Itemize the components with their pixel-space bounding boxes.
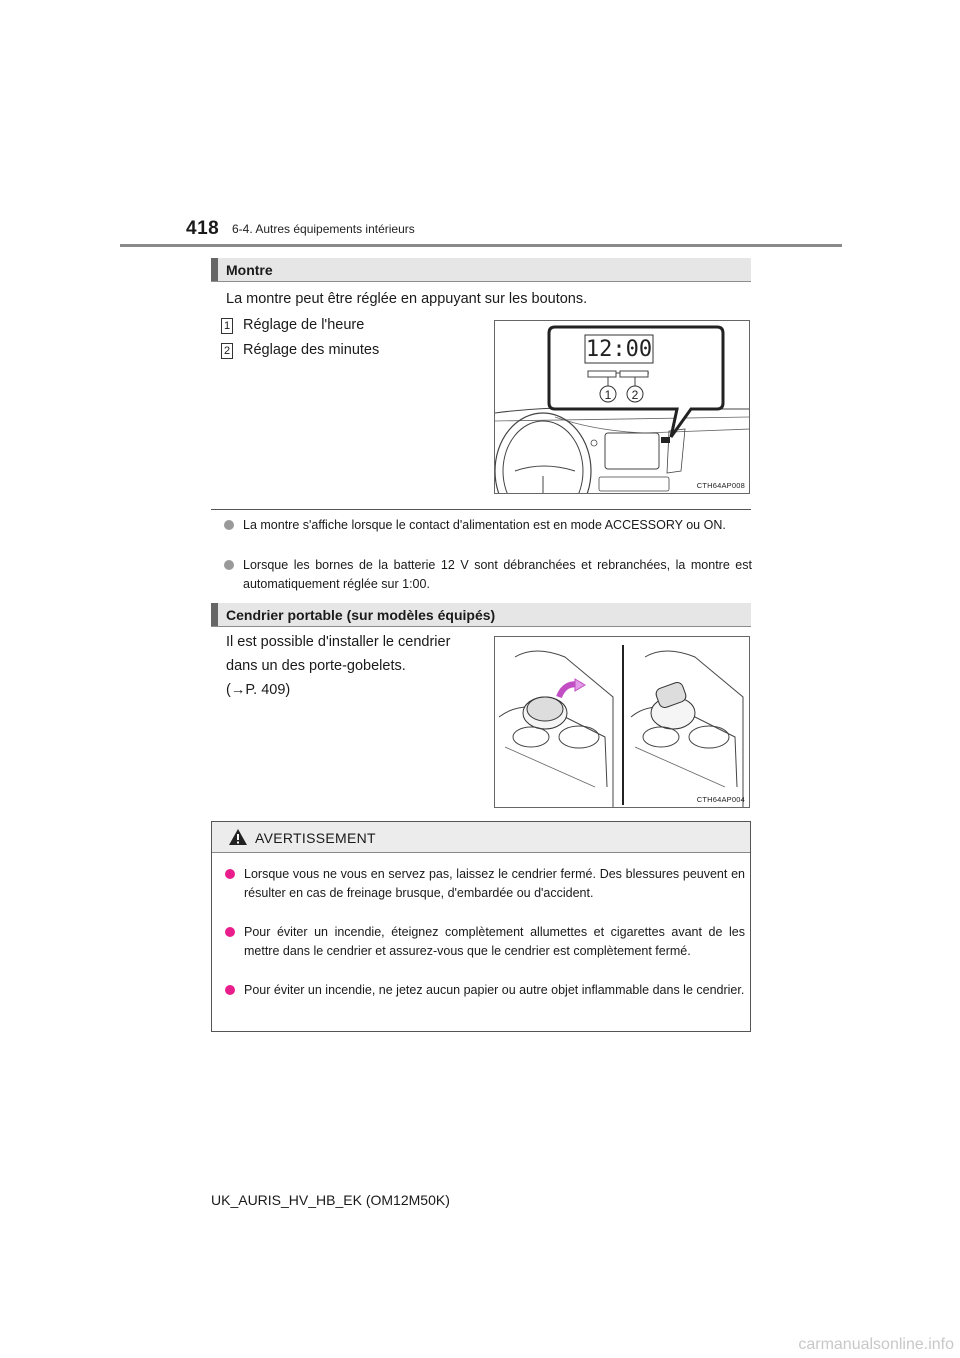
warning-item	[225, 981, 745, 1000]
item-label-hour: Réglage de l'heure	[243, 317, 365, 333]
item-number-1: 1	[221, 318, 233, 334]
warning-text: Pour éviter un incendie, ne jetez aucun papier ou autre objet inflammable dans le cendrier.	[244, 983, 745, 997]
ashtray-text-line: dans un des porte-gobelets.	[226, 658, 406, 674]
figure-code-clock: CTH64AP008	[696, 481, 745, 490]
section-header-bar	[211, 258, 218, 281]
section-header-clock	[211, 258, 751, 282]
note-item	[224, 556, 752, 594]
ashtray-text	[226, 630, 450, 702]
bullet-icon	[224, 560, 234, 570]
bullet-icon	[225, 927, 235, 937]
note-text: Lorsque les bornes de la batterie 12 V sont débranchées et rebranchées, la montre est automatiquement réglée sur 1:00.	[243, 558, 752, 591]
section-title-ashtray: Cendrier portable (sur modèles équipés)	[226, 607, 496, 623]
warning-box	[211, 821, 751, 1032]
warning-header	[212, 822, 750, 853]
warning-triangle-icon	[228, 828, 248, 846]
warning-item	[225, 865, 745, 903]
clock-figure	[494, 320, 750, 494]
header-rule	[120, 244, 842, 247]
section-header-ashtray	[211, 603, 751, 627]
callout-number-2: 2	[631, 388, 639, 402]
note-item	[224, 516, 752, 535]
section-title-clock: Montre	[226, 262, 273, 278]
ashtray-figure	[494, 636, 750, 808]
figure-code-ashtray: CTH64AP004	[696, 795, 745, 804]
section-header-bar	[211, 603, 218, 626]
warning-text: Pour éviter un incendie, éteignez complètement allumettes et cigarettes avant de les mettre dans le cendrier et assurez-vous que le cendrier est complètement fermé.	[244, 925, 745, 958]
section-title: 6-4. Autres équipements intérieurs	[232, 222, 415, 236]
item-label-minutes: Réglage des minutes	[243, 342, 380, 358]
item-number-2: 2	[221, 343, 233, 359]
warning-title: AVERTISSEMENT	[255, 830, 376, 846]
page-reference: (→P. 409)	[226, 682, 291, 698]
warning-text: Lorsque vous ne vous en servez pas, laissez le cendrier fermé. Des blessures peuvent en résulter en cas de freinage brusque, d'embardée ou d'accident.	[244, 867, 745, 900]
note-text: La montre s'affiche lorsque le contact d'alimentation est en mode ACCESSORY ou ON.	[243, 518, 726, 532]
footer-model: UK_AURIS_HV_HB_EK (OM12M50K)	[211, 1192, 450, 1208]
watermark: carmanualsonline.info	[798, 1336, 954, 1353]
ashtray-text-line: Il est possible d'installer le cendrier	[226, 634, 451, 650]
bullet-icon	[225, 985, 235, 995]
callout-number-1: 1	[604, 388, 612, 402]
ashtray-illustration	[495, 637, 750, 808]
section-divider	[211, 509, 751, 510]
warning-item	[225, 923, 745, 961]
clock-intro: La montre peut être réglée en appuyant sur les boutons.	[226, 291, 588, 307]
bullet-icon	[225, 869, 235, 879]
page-number: 418	[186, 218, 220, 239]
bullet-icon	[224, 520, 234, 530]
clock-display: 12:00	[585, 337, 653, 362]
dashboard-illustration	[495, 321, 750, 494]
